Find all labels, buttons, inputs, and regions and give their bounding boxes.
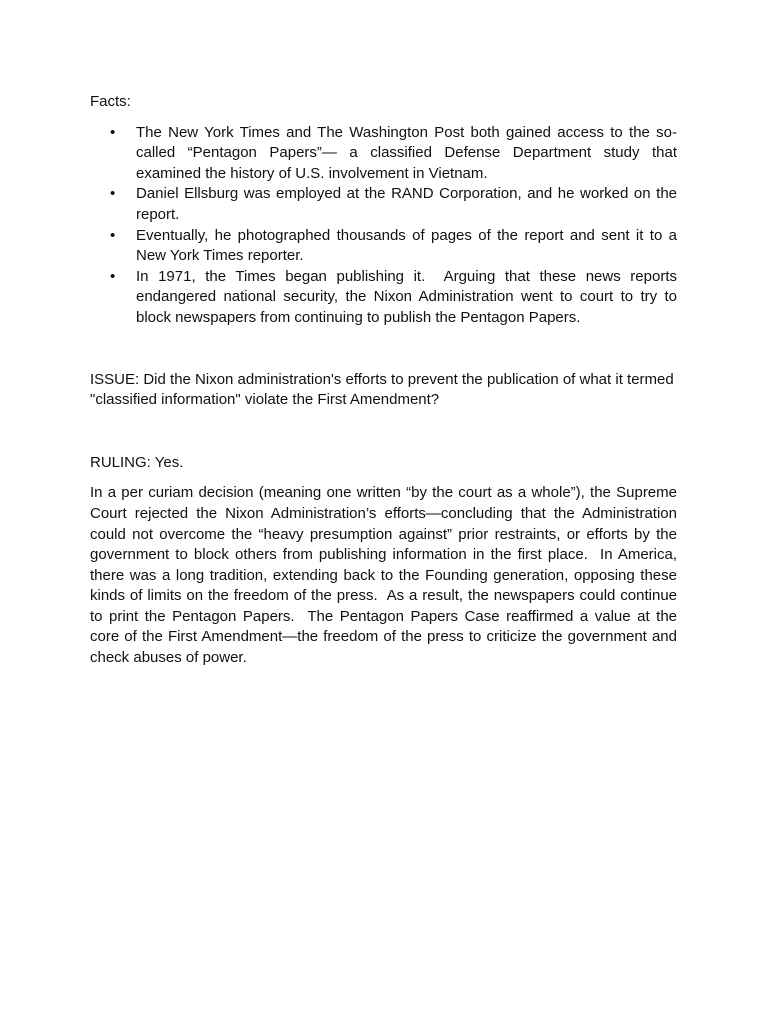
fact-item-4 bbox=[90, 267, 677, 329]
issue-paragraph: ISSUE: Did the Nixon administration's efforts to prevent the publication of what it termed "classified information" violate the First Amendment? bbox=[90, 370, 674, 409]
bullet-icon: • bbox=[110, 123, 116, 141]
fact-text: The New York Times and The Washington Post both gained access to the so-called “Pentagon Papers”— a classified Defense Department study that examined the history of U.S. involvement in Vietnam. bbox=[136, 123, 677, 182]
fact-text: In 1971, the Times began publishing it. Arguing that these news reports endangered national security, the Nixon Administration went to court to try to block newspapers from continuing to publish the Pentagon Papers. bbox=[136, 267, 677, 326]
bullet-icon: • bbox=[110, 267, 116, 285]
fact-item-3 bbox=[90, 226, 677, 267]
fact-text: Daniel Ellsburg was employed at the RAND Corporation, and he worked on the report. bbox=[136, 185, 677, 223]
facts-heading: Facts: bbox=[90, 93, 131, 110]
document-page bbox=[90, 92, 677, 669]
bullet-icon: • bbox=[110, 226, 116, 244]
ruling-heading: RULING: Yes. bbox=[90, 453, 184, 471]
bullet-icon: • bbox=[110, 185, 116, 203]
ruling-body: In a per curiam decision (meaning one written “by the court as a whole”), the Supreme Court rejected the Nixon Administration’s efforts—concluding that the Administration could not overcome the “heavy presumption against” prior restraints, or efforts by the government to block others from publishing information in the first place. In America, there was a long tradition, extending back to the Founding generation, opposing these kinds of limits on the freedom of the press. As a result, the newspapers could continue to print the Pentagon Papers. The Pentagon Papers Case reaffirmed a value at the core of the First Amendment—the freedom of the press to criticize the government and check abuses of power. bbox=[90, 484, 677, 667]
fact-item-2 bbox=[90, 184, 677, 225]
fact-text: Eventually, he photographed thousands of pages of the report and sent it to a New York Times reporter. bbox=[136, 226, 677, 265]
fact-item-1 bbox=[90, 123, 677, 185]
facts-list bbox=[90, 123, 677, 329]
